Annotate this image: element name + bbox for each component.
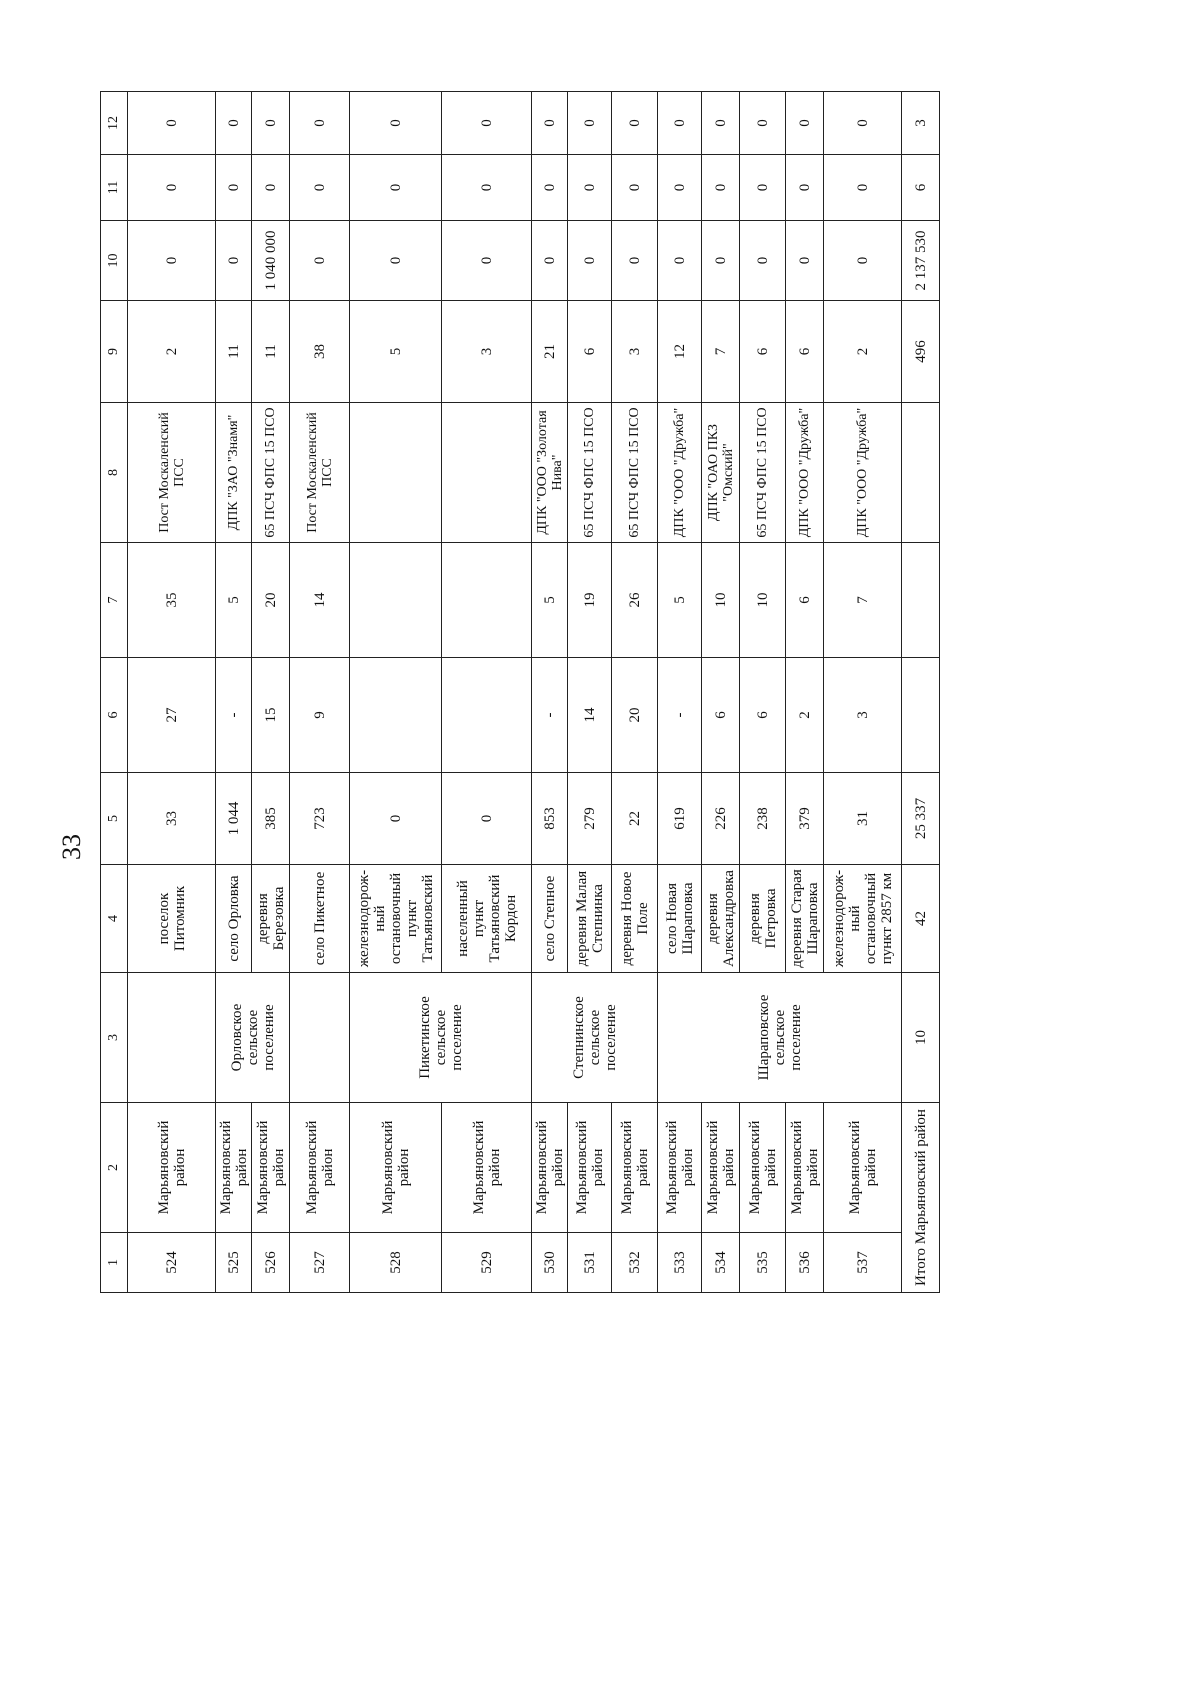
value-cell: 0 [128, 155, 216, 221]
table-row [786, 92, 824, 1293]
value-cell: 0 [658, 221, 702, 301]
header-row [101, 92, 128, 1293]
district-cell: Марьяновский район [252, 1103, 290, 1233]
population-cell: 279 [568, 773, 612, 865]
total-cell: 496 [902, 301, 940, 403]
value-cell: 0 [740, 92, 786, 155]
value-cell: 6 [786, 543, 824, 658]
row-number: 529 [442, 1233, 532, 1293]
value-cell: 15 [252, 658, 290, 773]
table-row [442, 92, 532, 1293]
fire-unit-cell: Пост Москаленский ПСС [290, 403, 350, 543]
value-cell: 0 [216, 221, 252, 301]
value-cell: 6 [740, 301, 786, 403]
total-cell: 2 137 530 [902, 221, 940, 301]
value-cell: 0 [532, 221, 568, 301]
value-cell: 0 [612, 92, 658, 155]
value-cell: 14 [568, 658, 612, 773]
fire-unit-cell: ДПК "ООО "Дружба" [824, 403, 902, 543]
header-cell: 7 [101, 543, 128, 658]
settlement-cell: Шараповское сельское поселение [658, 973, 902, 1103]
value-cell: 0 [442, 221, 532, 301]
district-cell: Марьяновский район [740, 1103, 786, 1233]
value-cell: 0 [128, 92, 216, 155]
population-cell: 238 [740, 773, 786, 865]
value-cell: 20 [612, 658, 658, 773]
district-cell: Марьяновский район [128, 1103, 216, 1233]
fire-unit-cell: 65 ПСЧ ФПС 15 ПСО [252, 403, 290, 543]
locality-cell: деревня Старая Шараповка [786, 865, 824, 973]
value-cell: 38 [290, 301, 350, 403]
total-cell [902, 658, 940, 773]
locality-cell: населенный пункт Татьяновский Кордон [442, 865, 532, 973]
row-number: 536 [786, 1233, 824, 1293]
value-cell: 11 [252, 301, 290, 403]
value-cell: 0 [658, 155, 702, 221]
value-cell: 0 [290, 221, 350, 301]
value-cell: 0 [568, 221, 612, 301]
value-cell: - [216, 658, 252, 773]
row-number: 525 [216, 1233, 252, 1293]
value-cell: 6 [786, 301, 824, 403]
value-cell: 0 [612, 221, 658, 301]
header-cell: 12 [101, 92, 128, 155]
population-cell: 853 [532, 773, 568, 865]
locality-cell: село Орловка [216, 865, 252, 973]
fire-unit-cell: ДПК "ООО "Дружба" [786, 403, 824, 543]
total-row [902, 92, 940, 1293]
value-cell: 26 [612, 543, 658, 658]
value-cell: 19 [568, 543, 612, 658]
row-number: 531 [568, 1233, 612, 1293]
table-row [568, 92, 612, 1293]
page-number: 33 [57, 834, 86, 860]
value-cell: 14 [290, 543, 350, 658]
value-cell: 0 [824, 221, 902, 301]
row-number: 537 [824, 1233, 902, 1293]
locality-cell: село Новая Шараповка [658, 865, 702, 973]
value-cell [350, 658, 442, 773]
population-cell: 385 [252, 773, 290, 865]
district-cell: Марьяновский район [702, 1103, 740, 1233]
district-cell: Марьяновский район [658, 1103, 702, 1233]
district-cell: Марьяновский район [568, 1103, 612, 1233]
value-cell: 5 [658, 543, 702, 658]
total-cell: 3 [902, 92, 940, 155]
value-cell: 10 [740, 543, 786, 658]
table-row [658, 92, 702, 1293]
district-cell: Марьяновский район [824, 1103, 902, 1233]
total-population: 25 337 [902, 773, 940, 865]
fire-unit-cell: 65 ПСЧ ФПС 15 ПСО [568, 403, 612, 543]
value-cell: 0 [290, 92, 350, 155]
value-cell: 0 [252, 92, 290, 155]
district-cell: Марьяновский район [216, 1103, 252, 1233]
fire-unit-cell [350, 403, 442, 543]
fire-unit-cell: ДПК "ООО "Дружба" [658, 403, 702, 543]
value-cell: - [532, 658, 568, 773]
value-cell: 0 [740, 155, 786, 221]
locality-cell: деревня Березовка [252, 865, 290, 973]
row-number: 533 [658, 1233, 702, 1293]
header-cell: 5 [101, 773, 128, 865]
table-row [824, 92, 902, 1293]
value-cell: 3 [824, 658, 902, 773]
header-cell: 3 [101, 973, 128, 1103]
total-cell [902, 403, 940, 543]
population-cell: 31 [824, 773, 902, 865]
fire-unit-cell: ДПК "ОАО ПКЗ "Омский" [702, 403, 740, 543]
population-cell: 226 [702, 773, 740, 865]
district-cell: Марьяновский район [612, 1103, 658, 1233]
locality-cell: поселок Питомник [128, 865, 216, 973]
population-cell: 619 [658, 773, 702, 865]
row-number: 532 [612, 1233, 658, 1293]
locality-cell: деревня Александровка [702, 865, 740, 973]
value-cell: 0 [824, 155, 902, 221]
value-cell: 7 [702, 301, 740, 403]
settlement-cell: Пикетинское сельское поселение [350, 973, 532, 1103]
value-cell: 0 [702, 92, 740, 155]
settlement-cell: Орловское сельское поселение [216, 973, 290, 1103]
locality-cell: железнодорож-ный остановочный пункт Татьяновский [350, 865, 442, 973]
population-cell: 22 [612, 773, 658, 865]
value-cell: 11 [216, 301, 252, 403]
population-cell: 0 [442, 773, 532, 865]
value-cell: 0 [658, 92, 702, 155]
locality-cell: деревня Петровка [740, 865, 786, 973]
district-cell: Марьяновский район [786, 1103, 824, 1233]
value-cell: 0 [216, 155, 252, 221]
row-number: 535 [740, 1233, 786, 1293]
fire-unit-cell: ДПК "ЗАО "Знамя" [216, 403, 252, 543]
value-cell: 2 [824, 301, 902, 403]
row-number: 527 [290, 1233, 350, 1293]
value-cell: 0 [128, 221, 216, 301]
total-cell: 10 [902, 973, 940, 1103]
header-cell: 4 [101, 865, 128, 973]
value-cell: 2 [128, 301, 216, 403]
header-cell: 11 [101, 155, 128, 221]
value-cell [442, 658, 532, 773]
settlement-cell [290, 973, 350, 1103]
value-cell: 9 [290, 658, 350, 773]
district-cell: Марьяновский район [532, 1103, 568, 1233]
table-row [290, 92, 350, 1293]
header-cell: 8 [101, 403, 128, 543]
value-cell: 0 [786, 221, 824, 301]
total-label: Итого Марьяновский район [902, 1103, 940, 1293]
value-cell [350, 543, 442, 658]
value-cell: 0 [532, 155, 568, 221]
value-cell: 21 [532, 301, 568, 403]
value-cell: 0 [824, 92, 902, 155]
population-cell: 0 [350, 773, 442, 865]
district-cell: Марьяновский район [442, 1103, 532, 1233]
value-cell: 0 [786, 155, 824, 221]
value-cell: 0 [350, 155, 442, 221]
value-cell: 0 [252, 155, 290, 221]
settlement-cell: Степнинское сельское поселение [532, 973, 658, 1103]
settlement-cell [128, 973, 216, 1103]
data-table [100, 91, 940, 1293]
fire-unit-cell: Пост Москаленский ПСС [128, 403, 216, 543]
value-cell: 5 [350, 301, 442, 403]
value-cell: 0 [442, 92, 532, 155]
total-cell [902, 543, 940, 658]
population-cell: 379 [786, 773, 824, 865]
locality-cell: железнодорож-ный остановочный пункт 2857 км [824, 865, 902, 973]
total-cell: 42 [902, 865, 940, 973]
value-cell: 0 [702, 221, 740, 301]
value-cell: 27 [128, 658, 216, 773]
header-cell: 1 [101, 1233, 128, 1293]
value-cell: 0 [786, 92, 824, 155]
value-cell: 5 [532, 543, 568, 658]
district-cell: Марьяновский район [350, 1103, 442, 1233]
value-cell: 1 040 000 [252, 221, 290, 301]
value-cell: 10 [702, 543, 740, 658]
locality-cell: деревня Новое Поле [612, 865, 658, 973]
value-cell: 0 [532, 92, 568, 155]
value-cell: 0 [612, 155, 658, 221]
header-cell: 10 [101, 221, 128, 301]
value-cell: 0 [350, 92, 442, 155]
value-cell: 0 [216, 92, 252, 155]
value-cell: 0 [442, 155, 532, 221]
value-cell: 0 [290, 155, 350, 221]
header-cell: 2 [101, 1103, 128, 1233]
row-number: 526 [252, 1233, 290, 1293]
table-container [100, 92, 938, 1293]
table-row [532, 92, 568, 1293]
total-cell: 6 [902, 155, 940, 221]
row-number: 524 [128, 1233, 216, 1293]
table-row [350, 92, 442, 1293]
value-cell: 0 [350, 221, 442, 301]
value-cell: 3 [442, 301, 532, 403]
row-number: 528 [350, 1233, 442, 1293]
value-cell: 0 [568, 155, 612, 221]
value-cell: 0 [702, 155, 740, 221]
fire-unit-cell: 65 ПСЧ ФПС 15 ПСО [612, 403, 658, 543]
locality-cell: село Пикетное [290, 865, 350, 973]
value-cell: - [658, 658, 702, 773]
value-cell: 6 [702, 658, 740, 773]
value-cell: 3 [612, 301, 658, 403]
header-cell: 6 [101, 658, 128, 773]
fire-unit-cell: ДПК "ООО "Золотая Нива" [532, 403, 568, 543]
value-cell: 12 [658, 301, 702, 403]
table-row [702, 92, 740, 1293]
table-row [612, 92, 658, 1293]
fire-unit-cell [442, 403, 532, 543]
value-cell: 7 [824, 543, 902, 658]
fire-unit-cell: 65 ПСЧ ФПС 15 ПСО [740, 403, 786, 543]
value-cell: 0 [568, 92, 612, 155]
population-cell: 1 044 [216, 773, 252, 865]
population-cell: 33 [128, 773, 216, 865]
value-cell: 0 [740, 221, 786, 301]
value-cell [442, 543, 532, 658]
locality-cell: деревня Малая Степнинка [568, 865, 612, 973]
value-cell: 2 [786, 658, 824, 773]
table-row [128, 92, 216, 1293]
table-row [740, 92, 786, 1293]
population-cell: 723 [290, 773, 350, 865]
value-cell: 6 [568, 301, 612, 403]
row-number: 530 [532, 1233, 568, 1293]
row-number: 534 [702, 1233, 740, 1293]
value-cell: 35 [128, 543, 216, 658]
locality-cell: село Степное [532, 865, 568, 973]
value-cell: 20 [252, 543, 290, 658]
table-row [252, 92, 290, 1293]
header-cell: 9 [101, 301, 128, 403]
value-cell: 5 [216, 543, 252, 658]
district-cell: Марьяновский район [290, 1103, 350, 1233]
value-cell: 6 [740, 658, 786, 773]
table-row [216, 92, 252, 1293]
